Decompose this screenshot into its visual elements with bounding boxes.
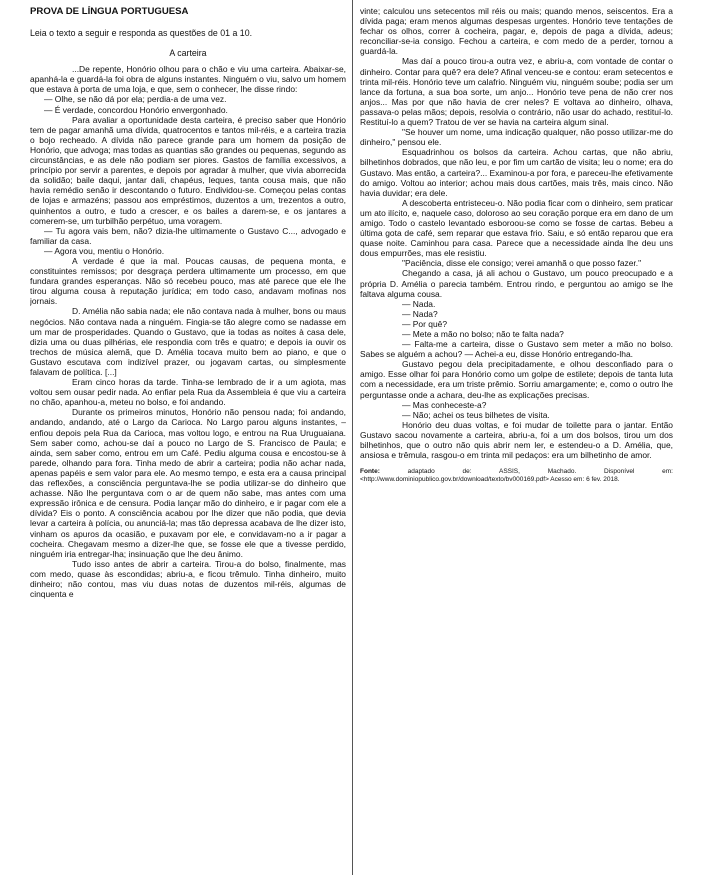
left-column <box>30 6 346 875</box>
dialogue-line: — Nada. <box>402 298 436 309</box>
paragraph: Gustavo pegou dela precipitadamente, e olhou desconfiado para o amigo. Esse olhar foi para Honório como um golpe de estilete; depois de tanta luta com a necessidade, era um triste prêmio. Sorriu amargamente; e, como o outro lhe perguntasse onde a achara, deu-lhe as explicações precisas. <box>360 359 673 400</box>
dialogue-line: — Falta-me a carteira, disse o Gustavo sem meter a mão no bolso. Sabes se alguém a achou? — Achei-a eu, disse Honório entregando-lha. <box>360 339 673 360</box>
dialogue-line: — Nada? <box>402 308 438 319</box>
paragraph: Mas daí a pouco tirou-a outra vez, e abriu-a, com vontade de contar o dinheiro. Contar para quê? era dele? Afinal venceu-se e contou: eram setecentos e trinta mil-réis. Honório teve um calafrio. Ninguém viu, ninguém soube; podia ser um lance da fortuna, a sua boa sorte, um anjo... Honório teve pena de não crer nos anjos... Mas por que não havia de crer neles? E voltava ao dinheiro, olhava, passava-o pelas mãos; depois, resolvia o contrário, não usar do achado, restituí-lo. Restituí-lo a quem? Tratou de ver se havia na carteira algum sinal. <box>360 56 673 128</box>
paragraph: D. Amélia não sabia nada; ele não contava nada à mulher, bons ou maus negócios. Não contava nada a ninguém. Fingia-se tão alegre como se nadasse em um mar de prosperidades. Quando o Gustavo, que ia todas as noites à casa dele, dizia uma ou duas pilhérias, ele respondia com três e quatro; e depois ia ouvir os trechos de música alemã, que D. Amélia tocava muito bem ao piano, e que o Gustavo escutava com indizível prazer, ou jogavam cartas, ou simplesmente falavam de política. [...] <box>30 306 346 377</box>
dialogue-line: — Mas conheceste-a? <box>402 399 487 410</box>
paragraph: Durante os primeiros minutos, Honório não pensou nada; foi andando, andando, andando, até o Largo da Carioca. No Largo parou alguns instantes, – enfiou depois pela Rua da Carioca, mas voltou logo, e entrou na Rua Uruguaiana. Sem saber como, achou-se daí a pouco no Largo de S. Francisco de Paula; e ainda, sem saber como, entrou em um Café. Pediu alguma cousa e encostou-se à parede, olhando para fora. Tinha medo de abrir a carteira; podia não achar nada, apenas papéis e sem valor para ele. Ao mesmo tempo, e esta era a causa principal das reflexões, a consciência perguntava-lhe se podia utilizar-se do dinheiro que achasse. Não lhe perguntava com o ar de quem não sabe, mas antes com uma expressão irônica e de censura. Podia lançar mão do dinheiro, e ir pagar com ele a dívida? Eis o ponto. A consciência acabou por lhe dizer que não podia, que devia levar a carteira à polícia, ou anunciá-la; mas tão depressa acabava de lhe dizer isto, vinham os apuros da ocasião, e puxavam por ele, e convidavam-no a ir pagar a cocheira. Chegavam mesmo a dizer-lhe que, se fosse ele que a tivesse perdido, ninguém iria entregar-lha; insinuação que lhe deu ânimo. <box>30 407 346 559</box>
paragraph: A verdade é que ia mal. Poucas causas, de pequena monta, e constituintes remissos; por desgraça perdera ultimamente um processo, em que fundara grandes esperanças. Não só recebeu pouco, mas até parece que ele lhe tirou alguma cousa à reputação jurídica; em todo caso, andavam mofinas nos jornais. <box>30 255 346 307</box>
exam-heading: PROVA DE LÍNGUA PORTUGUESA <box>30 6 189 17</box>
source-label: Fonte: <box>360 468 380 476</box>
paragraph: Eram cinco horas da tarde. Tinha-se lembrado de ir a um agiota, mas voltou sem ousar pedir nada. Ao enfiar pela Rua da Assembleia é que viu a carteira no chão, apanhou-a, meteu no bolso, e foi andando. <box>30 377 346 408</box>
paragraph: ...De repente, Honório olhou para o chão e viu uma carteira. Abaixar-se, apanhá-la e guardá-la foi obra de alguns instantes. Ninguém o viu, salvo um homem que estava à porta de uma loja, e que, sem o conhecer, lhe disse rindo: <box>30 64 346 95</box>
text-title: A carteira <box>169 48 207 59</box>
paragraph: Honório deu duas voltas, e foi mudar de toilette para o jantar. Então Gustavo sacou novamente a carteira, abriu-a, foi a um dos bolsos, tirou um dos bilhetinhos, que o outro não quis abrir nem ler, e estendeu-o a D. Amélia, que, ansiosa e trêmula, rasgou-o em trinta mil pedaços: era um bilhetinho de amor. <box>360 419 673 461</box>
instruction-text: Leia o texto a seguir e responda as questões de 01 a 10. <box>30 28 253 38</box>
paragraph: "Paciência, disse ele consigo; verei amanhã o que posso fazer." <box>402 258 642 269</box>
paragraph: vinte; calculou uns setecentos mil réis ou mais; quando menos, seiscentos. Era a dívida paga; eram menos algumas despesas urgentes. Honório teve tentações de fechar os olhos, correr à cocheira, pagar, e, depois de paga a dívida, adeus; reconciliar-se-ia consigo. Fechou a carteira, e com medo de a perder, tornou a guardá-la. <box>360 6 673 57</box>
source-text: adaptado de: ASSIS, Machado. Disponível em: <http://www.dominiopublico.gov.br/download/texto/bv000169.pdf> Acesso em: 6 fev. 2018. <box>360 468 673 484</box>
dialogue-line: — É verdade, concordou Honório envergonhado. <box>44 104 228 115</box>
right-text-body <box>360 6 673 460</box>
paragraph: Tudo isso antes de abrir a carteira. Tirou-a do bolso, finalmente, mas com medo, quase às escondidas; abriu-a, e ficou trêmulo. Tinha dinheiro, muito dinheiro; não contou, mas viu duas notas de duzentos mil-réis, algumas de cinquenta e <box>30 558 346 600</box>
dialogue-line: — Agora vou, mentiu o Honório. <box>44 245 165 256</box>
dialogue-line: — Não; achei os teus bilhetes de visita. <box>402 409 550 420</box>
source-citation <box>360 468 673 484</box>
column-divider <box>352 0 353 875</box>
paragraph: "Se houver um nome, uma indicação qualquer, não posso utilizar-me do dinheiro," pensou ele. <box>360 127 673 148</box>
dialogue-line: — Mete a mão no bolso; não te falta nada? <box>402 329 564 339</box>
paragraph: Chegando a casa, já ali achou o Gustavo, um pouco preocupado e a própria D. Amélia o parecia também. Entrou rindo, e perguntou ao amigo se lhe faltava alguma cousa. <box>360 268 673 299</box>
dialogue-line: — Tu agora vais bem, não? dizia-lhe ultimamente o Gustavo C..., advogado e familiar da casa. <box>30 225 346 246</box>
paragraph: Para avaliar a oportunidade desta carteira, é preciso saber que Honório tem de pagar amanhã uma dívida, quatrocentos e tantos mil-réis, e a carteira trazia o bojo recheado. A dívida não parece grande para um homem da posição de Honório, que advoga; mas todas as quantias são grandes ou pequenas, segundo as circunstâncias, e as dele não podiam ser piores. Gastos de família excessivos, a princípio por servir a parentes, e depois por agradar à mulher, que vivia aborrecida da solidão; baile daqui, jantar dali, chapéus, leques, tanta cousa mais, que não havia remédio senão ir descontando o futuro. Endividou-se. Começou pelas contas de lojas e armazéns; passou aos empréstimos, duzentos a um, trezentos a outro, quinhentos a outro, e tudo a crescer, e os bailes a darem-se, e os jantares a comerem-se, um turbilhão perpétuo, uma voragem. <box>30 114 346 226</box>
paragraph: A descoberta entristeceu-o. Não podia ficar com o dinheiro, sem praticar um ato ilícito, e, naquele caso, doloroso ao seu coração porque era em dano de um amigo. Todo o castelo levantado esboroou-se como se fosse de cartas. Bebeu a última gota de café, sem reparar que estava frio. Saiu, e só então reparou que era quase noite. Caminhou para casa. Parece que a necessidade ainda lhe deu uns dous empurrões, mas ele resistiu. <box>360 197 673 259</box>
dialogue-line: — Olhe, se não dá por ela; perdia-a de uma vez. <box>44 94 227 105</box>
dialogue-line: — Por quê? <box>402 318 448 329</box>
left-text-body <box>30 64 346 599</box>
paragraph: Esquadrinhou os bolsos da carteira. Achou cartas, que não abriu, bilhetinhos dobrados, que não leu, e por fim um cartão de visita; leu o nome; era do Gustavo. Mas então, a carteira?... Examinou-a por fora, e pareceu-lhe efetivamente do amigo. Voltou ao interior; achou mais dous cartões, mais três, mais cinco. Não havia duvidar; era dele. <box>360 147 673 198</box>
right-column <box>360 6 673 875</box>
